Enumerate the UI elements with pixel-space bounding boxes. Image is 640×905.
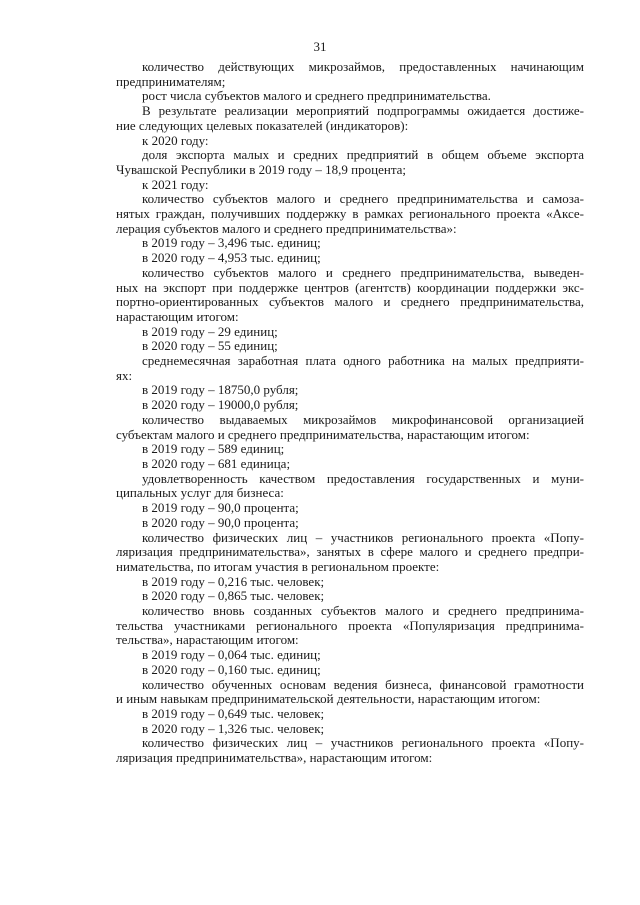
text-line: в 2019 году – 0,064 тыс. единиц;: [142, 647, 321, 663]
paragraph: [116, 134, 584, 149]
paragraph: [116, 104, 584, 133]
paragraph: [116, 736, 584, 765]
text-line: нарастающим итогом:: [116, 308, 239, 324]
paragraph: [116, 354, 584, 383]
text-line: ляризация предпринимательства», нарастающим итогом:: [116, 750, 433, 766]
paragraph: [116, 89, 584, 104]
text-line: в 2019 году – 0,649 тыс. человек;: [142, 705, 325, 721]
paragraph: [116, 398, 584, 413]
text-line: и иным навыкам предпринимательской деятельности, нарастающим итогом:: [116, 691, 541, 707]
text-line: количество действующих микрозаймов, предоставленных начинающим: [142, 59, 584, 74]
text-line: среднемесячная заработная плата одного работника на малых предприяти-: [142, 353, 584, 369]
paragraph: [116, 148, 584, 177]
paragraph: [116, 339, 584, 354]
text-line: тельства участниками регионального проекта «Популяризация предпринима-: [116, 617, 584, 633]
text-line: лерация субъектов малого и среднего предпринимательства»:: [116, 220, 457, 236]
paragraph: [116, 531, 584, 575]
text-line: количество выдаваемых микрозаймов микрофинансовой организацией: [142, 411, 584, 427]
paragraph: [116, 589, 584, 604]
text-line: ях:: [116, 367, 133, 383]
text-line: в 2019 году – 18750,0 рубля;: [142, 382, 299, 398]
text-line: в 2020 году – 0,865 тыс. человек;: [142, 588, 325, 604]
paragraph: [116, 178, 584, 193]
text-line: доля экспорта малых и средних предприятий в общем объеме экспорта: [142, 147, 584, 163]
text-line: в 2020 году – 55 единиц;: [142, 338, 278, 354]
text-line: количество субъектов малого и среднего предпринимательства, выведен-: [142, 264, 584, 280]
text-line: в 2019 году – 0,216 тыс. человек;: [142, 573, 325, 589]
paragraph: [116, 413, 584, 442]
paragraph: [116, 192, 584, 236]
page-number: 31: [313, 39, 327, 54]
paragraph: [116, 516, 584, 531]
text-line: Чувашской Республики в 2019 году – 18,9 процента;: [116, 161, 407, 177]
text-line: предпринимателям;: [116, 73, 226, 89]
paragraph: [116, 266, 584, 325]
paragraph: [116, 442, 584, 457]
text-line: субъектам малого и среднего предпринимательства, нарастающим итогом:: [116, 426, 530, 442]
text-line: тельства», нарастающим итогом:: [116, 632, 299, 648]
document-body: [116, 60, 584, 766]
text-line: в 2020 году – 19000,0 рубля;: [142, 397, 299, 413]
paragraph: [116, 678, 584, 707]
text-line: в 2020 году – 681 единица;: [142, 455, 291, 471]
paragraph: [116, 648, 584, 663]
text-line: ние следующих целевых показателей (индикаторов):: [116, 117, 409, 133]
paragraph: [116, 60, 584, 89]
paragraph: [116, 457, 584, 472]
paragraph: [116, 501, 584, 516]
text-line: в 2019 году – 589 единиц;: [142, 441, 285, 457]
paragraph: [116, 325, 584, 340]
text-line: в 2019 году – 90,0 процента;: [142, 500, 299, 516]
text-line: ных на экспорт при поддержке центров (агентств) координации поддержки экс-: [116, 279, 584, 295]
paragraph: [116, 236, 584, 251]
text-line: количество физических лиц – участников регионального проекта «Попу-: [142, 529, 584, 545]
text-line: количество обученных основам ведения бизнеса, финансовой грамотности: [142, 676, 584, 692]
text-line: в 2020 году – 90,0 процента;: [142, 514, 299, 530]
paragraph: [116, 251, 584, 266]
text-line: количество субъектов малого и среднего предпринимательства и самоза-: [142, 191, 584, 207]
text-line: в 2020 году – 1,326 тыс. человек;: [142, 720, 325, 736]
text-line: В результате реализации мероприятий подпрограммы ожидается достиже-: [142, 103, 584, 119]
text-line: в 2019 году – 3,496 тыс. единиц;: [142, 235, 321, 251]
text-line: ляризация предпринимательства», занятых в сфере малого и среднего предпри-: [116, 544, 584, 560]
paragraph: [116, 575, 584, 590]
paragraph: [116, 722, 584, 737]
text-line: в 2019 году – 29 единиц;: [142, 323, 278, 339]
text-line: нятых граждан, получивших поддержку в рамках регионального проекта «Аксе-: [116, 206, 584, 222]
paragraph: [116, 663, 584, 678]
paragraph: [116, 604, 584, 648]
paragraph: [116, 707, 584, 722]
text-line: к 2020 году:: [142, 132, 209, 148]
text-line: удовлетворенность качеством предоставления государственных и муни-: [142, 470, 584, 486]
text-line: количество вновь созданных субъектов малого и среднего предпринима-: [142, 603, 584, 619]
text-line: ципальных услуг для бизнеса:: [116, 485, 284, 501]
text-line: портно-ориентированных субъектов малого и среднего предпринимательства,: [116, 294, 584, 310]
text-line: в 2020 году – 0,160 тыс. единиц;: [142, 661, 321, 677]
paragraph: [116, 383, 584, 398]
text-line: рост числа субъектов малого и среднего предпринимательства.: [142, 88, 491, 104]
text-line: в 2020 году – 4,953 тыс. единиц;: [142, 250, 321, 266]
text-line: количество физических лиц – участников регионального проекта «Попу-: [142, 735, 584, 751]
text-line: к 2021 году:: [142, 176, 209, 192]
text-line: нимательства, по итогам участия в региональном проекте:: [116, 558, 440, 574]
paragraph: [116, 472, 584, 501]
